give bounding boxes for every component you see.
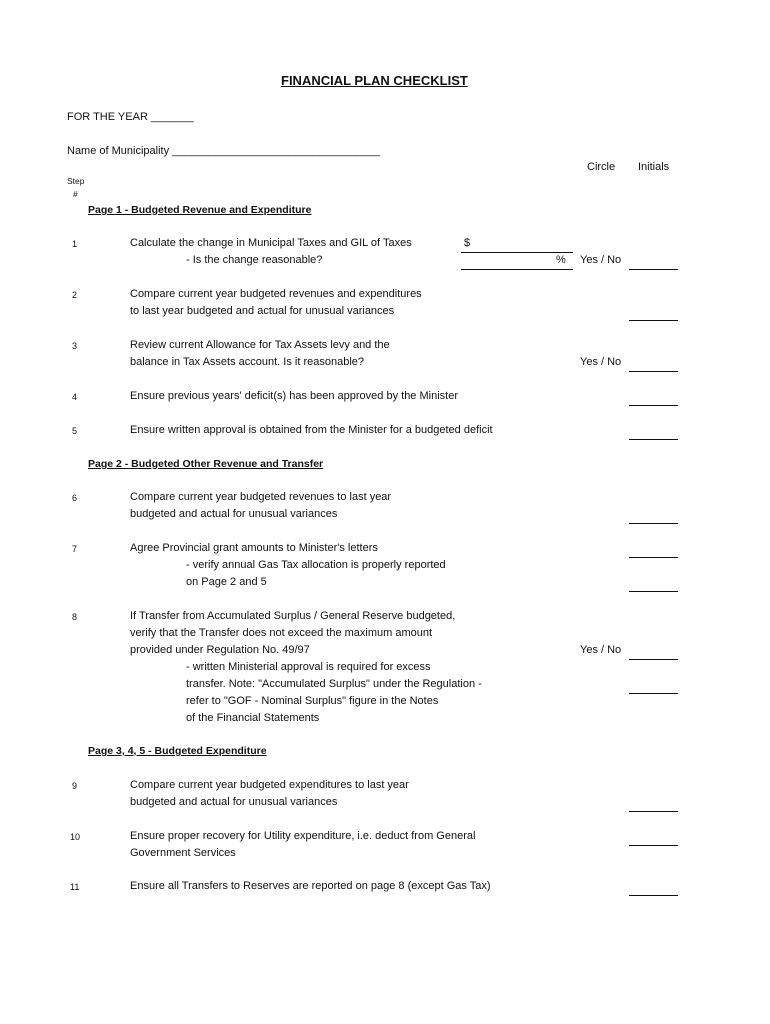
initials-line[interactable] (629, 895, 678, 896)
step-text: verify that the Transfer does not exceed the maximum amount (130, 627, 433, 639)
step-text: If Transfer from Accumulated Surplus / General Reserve budgeted, (130, 610, 456, 622)
municipality-field[interactable]: Name of Municipality __________________________________ (67, 145, 381, 157)
step-text: to last year budgeted and actual for unusual variances (130, 305, 395, 317)
initials-line[interactable] (629, 557, 678, 558)
step-number: 7 (72, 544, 78, 554)
step-text: balance in Tax Assets account. Is it reasonable? (130, 356, 364, 368)
yes-no-choice[interactable]: Yes / No (580, 644, 622, 656)
step-text: transfer. Note: "Accumulated Surplus" under the Regulation - (186, 678, 482, 690)
step-number: 10 (70, 832, 81, 842)
step-number: 8 (72, 612, 78, 622)
step-text: Agree Provincial grant amounts to Minister's letters (130, 542, 378, 554)
column-header-initials: Initials (638, 161, 670, 173)
step-text: - written Ministerial approval is required for excess (186, 661, 431, 673)
page-title: FINANCIAL PLAN CHECKLIST (281, 73, 468, 88)
step-text: on Page 2 and 5 (186, 576, 267, 588)
step-number: 3 (72, 341, 78, 351)
yes-no-choice[interactable]: Yes / No (580, 356, 622, 368)
step-text: refer to "GOF - Nominal Surplus" figure in the Notes (186, 695, 439, 707)
column-header-step-number: # (73, 189, 78, 199)
step-number: 11 (70, 882, 80, 892)
step-text: Calculate the change in Municipal Taxes and GIL of Taxes (130, 237, 412, 249)
percent-sign: % (556, 254, 566, 266)
initials-line[interactable] (629, 371, 678, 372)
for-year-field[interactable]: FOR THE YEAR _______ (67, 111, 194, 123)
yes-no-choice[interactable]: Yes / No (580, 254, 622, 266)
dollar-sign: $ (464, 237, 471, 249)
step-text: budgeted and actual for unusual variances (130, 796, 338, 808)
step-text: of the Financial Statements (186, 712, 320, 724)
initials-line[interactable] (629, 320, 678, 321)
step-text: provided under Regulation No. 49/97 (130, 644, 310, 656)
initials-line[interactable] (629, 845, 678, 846)
initials-line[interactable] (629, 591, 678, 592)
initials-line[interactable] (629, 439, 678, 440)
step-text: - Is the change reasonable? (186, 254, 323, 266)
section-heading: Page 3, 4, 5 - Budgeted Expenditure (88, 745, 267, 757)
step-text: Compare current year budgeted revenues to last year (130, 491, 392, 503)
initials-line[interactable] (629, 693, 678, 694)
step-text: Government Services (130, 847, 236, 859)
step-text: Ensure proper recovery for Utility expenditure, i.e. deduct from General (130, 830, 476, 842)
initials-line[interactable] (629, 811, 678, 812)
step-text: - verify annual Gas Tax allocation is properly reported (186, 559, 446, 571)
step-number: 1 (72, 239, 78, 249)
step-text: Compare current year budgeted expenditures to last year (130, 779, 409, 791)
step-text: Ensure previous years' deficit(s) has been approved by the Minister (130, 390, 458, 402)
initials-line[interactable] (629, 659, 678, 660)
step-number: 9 (72, 781, 78, 791)
step-text: Review current Allowance for Tax Assets levy and the (130, 339, 390, 351)
amount-input-line[interactable] (461, 252, 573, 253)
step-text: Ensure written approval is obtained from the Minister for a budgeted deficit (130, 424, 493, 436)
step-number: 6 (72, 493, 78, 503)
initials-line[interactable] (629, 523, 678, 524)
step-number: 4 (72, 392, 78, 402)
step-text: Ensure all Transfers to Reserves are reported on page 8 (except Gas Tax) (130, 880, 491, 892)
initials-line[interactable] (629, 269, 678, 270)
column-header-circle: Circle (587, 161, 616, 173)
step-text: budgeted and actual for unusual variances (130, 508, 338, 520)
percent-input-line[interactable] (461, 269, 573, 270)
step-number: 5 (72, 426, 78, 436)
initials-line[interactable] (629, 405, 678, 406)
section-heading: Page 1 - Budgeted Revenue and Expenditure (88, 204, 312, 216)
step-number: 2 (72, 290, 78, 300)
column-header-step: Step (67, 176, 85, 186)
step-text: Compare current year budgeted revenues and expenditures (130, 288, 422, 300)
section-heading: Page 2 - Budgeted Other Revenue and Transfer (88, 458, 324, 470)
